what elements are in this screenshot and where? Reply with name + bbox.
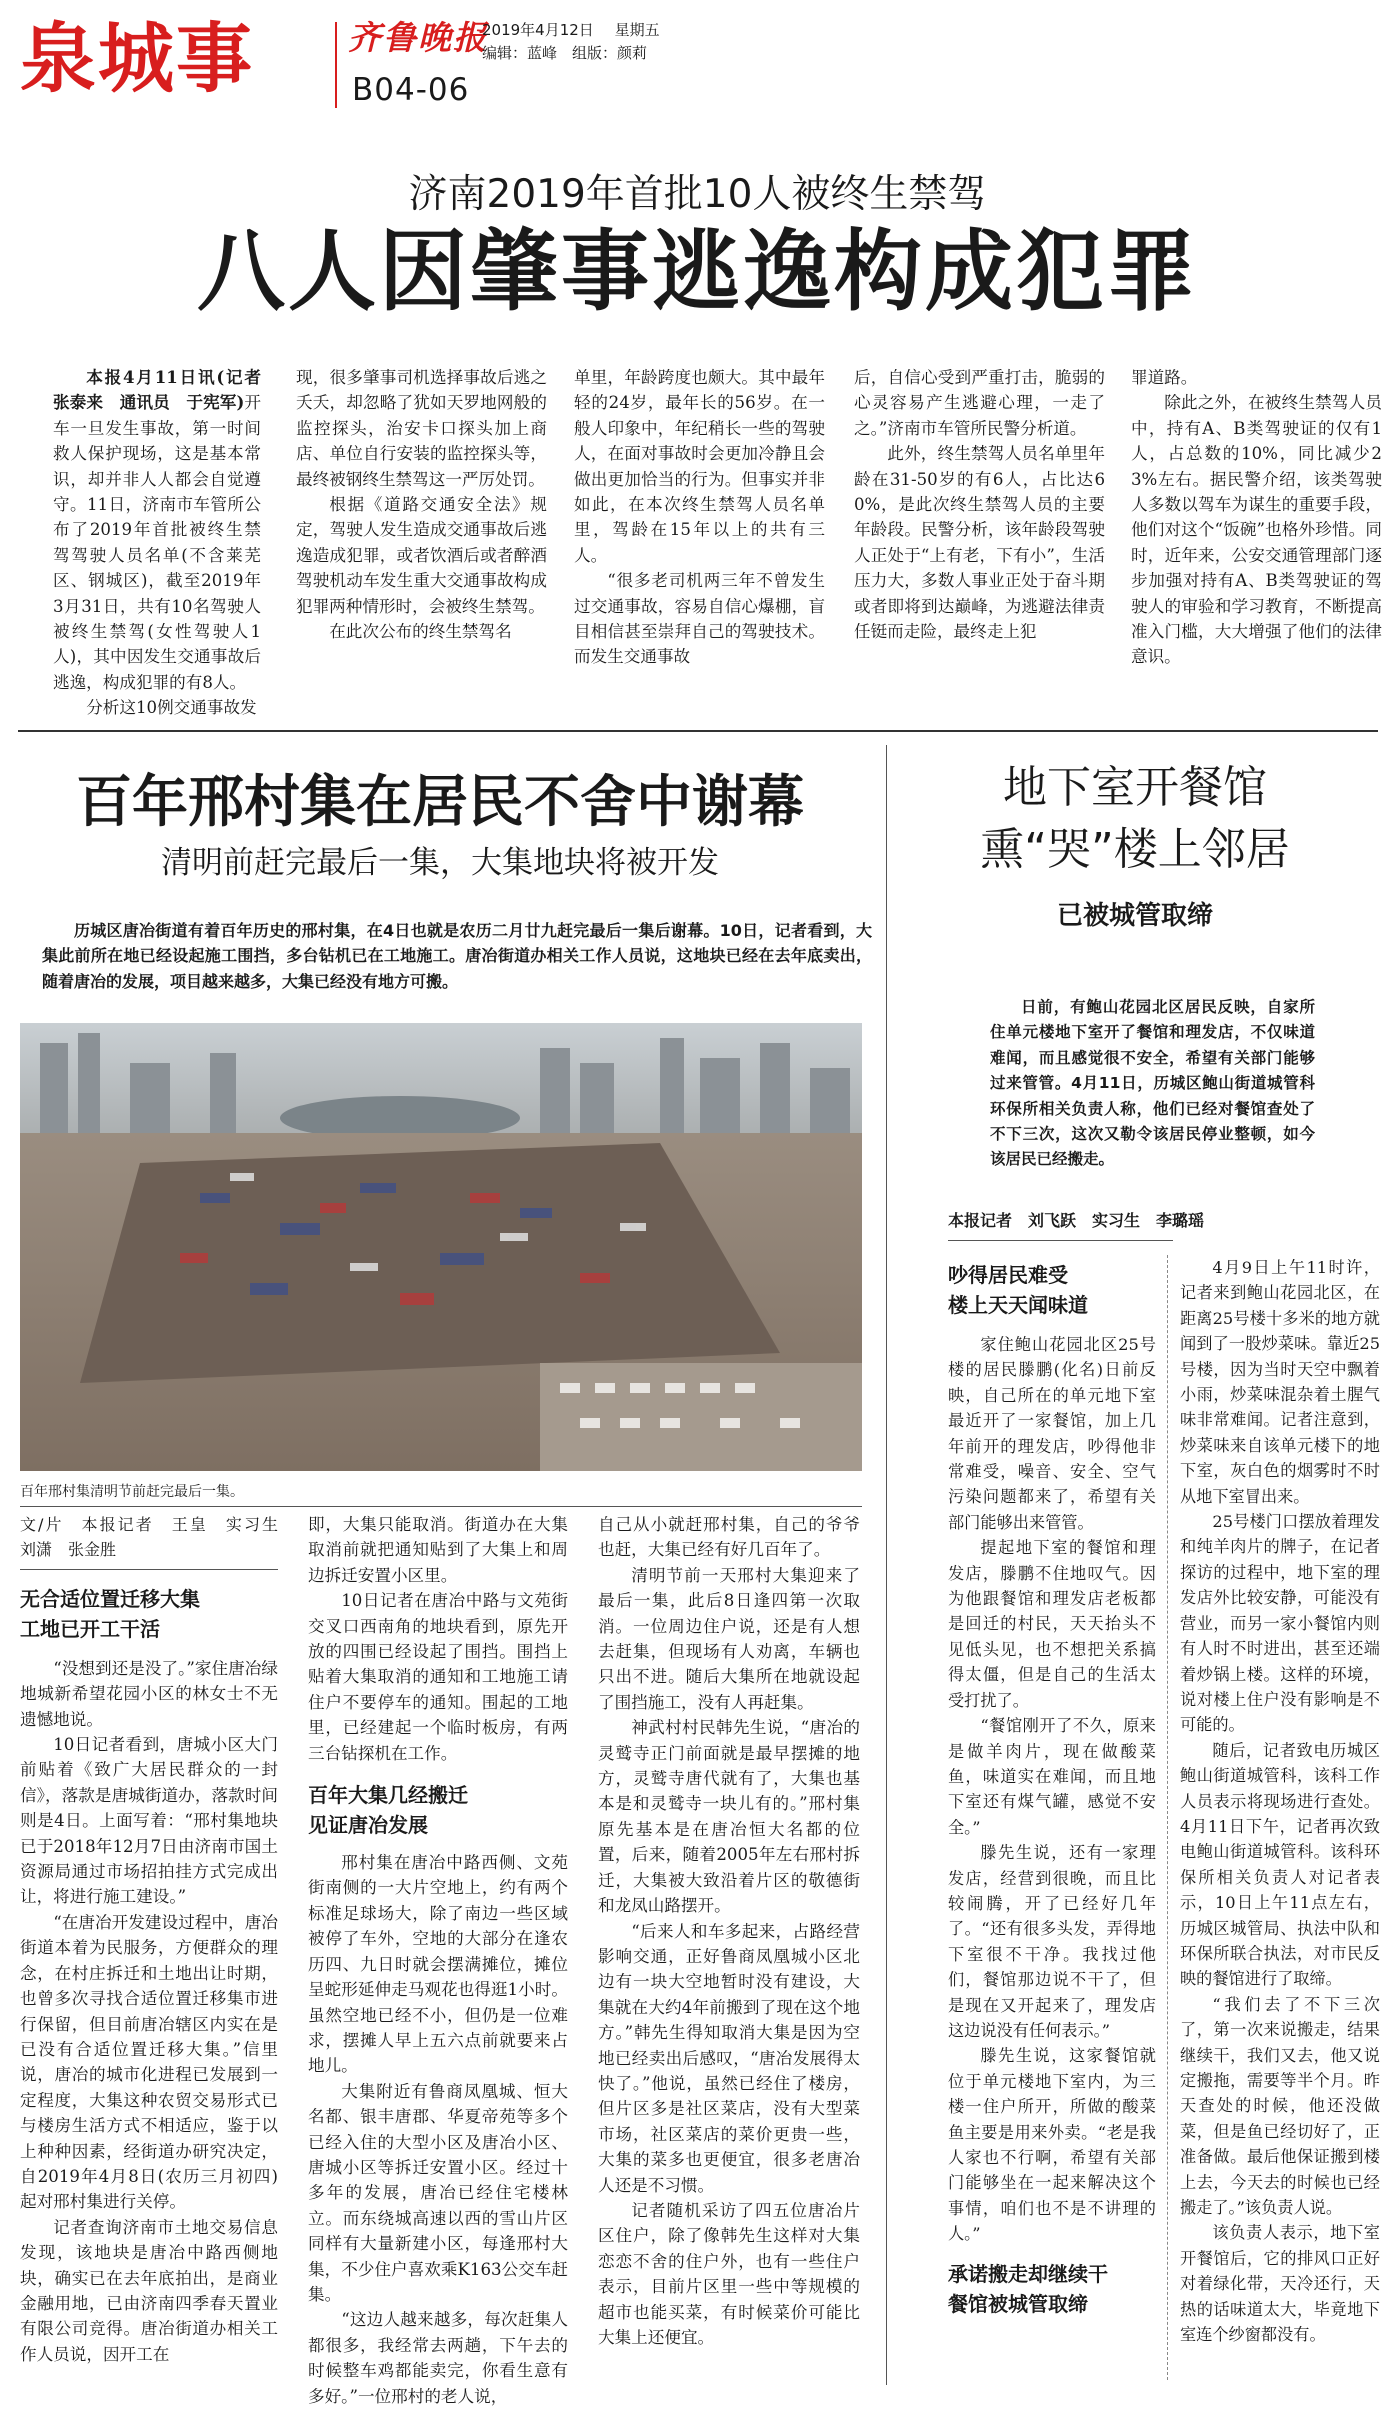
story3-paragraph: 25号楼门口摆放着理发和纯羊肉片的牌子，在记者探访的过程中，地下室的理发店外比较安静，可能没有营业，而另一家小餐馆内则有人时不时进出，甚至还端着炒锅上楼。这样的环境，说对楼上住户没有影响是不可能的。 xyxy=(1180,1512,1380,1735)
issue-date xyxy=(482,20,660,40)
story2-paragraph: 10日记者看到，唐城小区大门前贴着《致广大居民群众的一封信》，落款是唐城街道办，落款时间则是4日。上面写着：“邢村集地块已于2018年12月7日由济南市国土资源局通过市场招拍挂方式完成出让，将进行施工建设。” xyxy=(20,1735,278,1907)
story1-paragraph: 现，很多肇事司机选择事故后逃之夭夭，却忽略了犹如天罗地网般的监控探头，治安卡口探头加上商店、单位自行安装的监控探头等，最终被钢终生禁驾这一严厉处罚。 xyxy=(296,368,547,489)
story2-paragraph: 神武村村民韩先生说，“唐冶的灵鹫寺正门前面就是最早摆摊的地方，灵鹫寺唐代就有了，大集也基本是和灵鹫寺一块儿有的。”邢村集原先基本是在唐冶恒大名都的位置，后来，随着2005年左右邢村拆迁，大集被大致沿着片区的敬德街和龙凤山路摆开。 xyxy=(598,1718,860,1916)
story2-paragraph: 清明节前一天邢村大集迎来了最后一集，此后8日逢四第一次取消。一位周边住户说，还是有人想去赶集，但现场有人劝离，车辆也只出不进。随后大集所在地就设起了围挡施工，没有人再赶集。 xyxy=(598,1565,860,1712)
story1-col2 xyxy=(296,365,547,644)
paper-name-logo: 齐鲁晚报 xyxy=(348,18,488,57)
story1-paragraph: 除此之外，在被终生禁驾人员中，持有A、B类驾驶证的仅有1人，占总数的10%，同比减少23%左右。据民警介绍，该类驾驶人多数以驾车为谋生的重要手段，他们对这个“饭碗”也格外珍惜。同时，近年来，公安交通管理部门逐步加强对持有A、B类驾驶证的驾驶人的审验和学习教育，不断提高准入门槛，大大增强了他们的法律意识。 xyxy=(1131,393,1382,667)
weekday: 星期五 xyxy=(614,21,660,39)
story2-paragraph: 即，大集只能取消。街道办在大集取消前就把通知贴到了大集上和周边拆迁安置小区里。 xyxy=(308,1515,568,1585)
story2-paragraph: 大集附近有鲁商凤凰城、恒大名都、银丰唐郡、华夏帝苑等多个已经入住的大型小区及唐冶小区、唐城小区等拆迁安置小区。经过十多年的发展，唐冶已经住宅楼林立。而东绕城高速以西的雪山片区同样有大量新建小区，每逢邢村大集，不少住户喜欢乘K163公交车赶集。 xyxy=(308,2081,568,2304)
story3-paragraph: 滕先生说，这家餐馆就位于单元楼地下室内，为三楼一住户所开，所做的酸菜鱼主要是用来外卖。“老是我人家也不行啊，希望有关部门能够坐在一起来解决这个事情，咱们也不是不讲理的人。” xyxy=(948,2046,1156,2244)
story2-paragraph: “这边人越来越多，每次赶集人都很多，我经常去两趟，下午去的时候整车鸡都能卖完，你看生意有多好。”一位邢村的老人说， xyxy=(308,2310,568,2406)
story2-lead xyxy=(42,918,872,994)
story1-paragraph: 罪道路。 xyxy=(1131,368,1198,387)
story2-paragraph: 邢村集在唐冶中路西侧、文苑街南侧的一大片空地上，约有两个标准足球场大，除了南边一些区域被停了车外，空地的大部分在逢农历四、九日时就会摆满摊位，摊位呈蛇形延伸走马观花也得逛1小时。虽然空地已经不小，但仍是一位难求，摆摊人早上五六点前就要来占地儿。 xyxy=(308,1853,568,2076)
story1-col4 xyxy=(854,365,1105,644)
story2-subhead: 清明前赶完最后一集，大集地块将被开发 xyxy=(161,845,719,881)
story2-subhead-2: 百年大集几经搬迁 见证唐冶发展 xyxy=(308,1783,468,1838)
story3-paragraph: “餐馆刚开了不久，原来是做羊肉片，现在做酸菜鱼，味道实在难闻，而且地下室还有煤气罐，感觉不安全。” xyxy=(948,1716,1156,1837)
story3-col-left xyxy=(948,1260,1156,2319)
story1-col1 xyxy=(53,365,278,721)
story1-paragraph: 在此次公布的终生禁驾名 xyxy=(329,622,512,642)
story3-subhead-1: 吵得居民难受 楼上天天闻味道 xyxy=(948,1263,1088,1317)
market-aerial-photo xyxy=(20,1023,862,1471)
story1-kicker: 济南2019年首批10人被终生禁驾 xyxy=(408,172,987,217)
page-number: B04-06 xyxy=(352,72,470,108)
photo-illustration xyxy=(20,1023,862,1471)
story2-paragraph: 记者随机采访了四五位唐冶片区住户，除了像韩先生这样对大集恋恋不舍的住户外，也有一些住户表示，目前片区里一些中等规模的超市也能买菜，有时候菜价可能比大集上还便宜。 xyxy=(598,2200,860,2347)
story2-col-a xyxy=(20,1512,295,2367)
story2-lead-text: 历城区唐冶街道有着百年历史的邢村集，在4日也就是农历二月廿九赶完最后一集后谢幕。10日，记者看到，大集此前所在地已经设起施工围挡，多台钻机已在工地施工。唐冶街道办相关工作人员说，这地块已经在去年底卖出，随着唐冶的发展，项目越来越多，大集已经没有地方可搬。 xyxy=(42,921,872,991)
masthead-divider xyxy=(335,22,337,108)
story2-headline: 百年邢村集在居民不舍中谢幕 xyxy=(76,770,804,835)
byline-rule xyxy=(948,1240,1173,1241)
story2-col-b xyxy=(308,1512,568,2409)
story3-paragraph: 随后，记者致电历城区鲍山街道城管科，该科工作人员表示将现场进行查处。4月11日下午，记者再次致电鲍山街道城管科。该科环保所相关负责人对记者表示，10日上午11点左右，历城区城管局、执法中队和环保所联合执法，对市民反映的餐馆进行了取缔。 xyxy=(1180,1740,1380,1989)
story2-paragraph: 10日记者在唐冶中路与文苑街交叉口西南角的地块看到，原先开放的四围已经设起了围挡。围挡上贴着大集取消的通知和工地施工请住户不要停车的通知。围起的工地里，已经建起一个临时板房，有两三台钻探机在工作。 xyxy=(308,1591,568,1763)
story3-paragraph: 家住鲍山花园北区25号楼的居民滕鹏(化名)日前反映，自己所在的单元地下室最近开了一家餐馆，加上几年前开的理发店，吵得他非常难受，噪音、安全、空气污染问题都来了，希望有关部门能够出来管管。 xyxy=(948,1335,1156,1532)
story1-lead-text: 开车一旦发生事故，第一时间救人保护现场，这是基本常识，却并非人人都会自觉遵守。11日，济南市车管所公布了2019年首批被终生禁驾驾驶人员名单(不含莱芜区、钢城区)，截至2019年3月31日，共有10名驾驶人被终生禁驾(女性驾驶人1人)，其中因发生交通事故后逃逸，构成犯罪的有8人。 xyxy=(53,393,262,692)
column-dash-divider xyxy=(1167,1255,1168,2380)
story3-paragraph: 提起地下室的餐馆和理发店，滕鹏不住地叹气。因为他跟餐馆和理发店老板都是回迁的村民，天天抬头不见低头见，也不想把关系搞得太僵，但是自己的生活太受打扰了。 xyxy=(948,1538,1156,1710)
story1-paragraph: “很多老司机两三年不曾发生过交通事故，容易自信心爆棚，盲目相信甚至崇拜自己的驾驶技术。而发生交通事故 xyxy=(574,571,825,667)
story3-headline-2: 熏“哭”楼上邻居 xyxy=(980,824,1290,875)
story1-col3 xyxy=(574,365,825,670)
story2-col-c xyxy=(598,1512,860,2350)
story3-subhead: 已被城管取缔 xyxy=(1056,901,1213,931)
story1-col5 xyxy=(1131,365,1382,670)
story3-headline-1: 地下室开餐馆 xyxy=(1003,762,1267,813)
story1-headline: 八人因肇事逃逸构成犯罪 xyxy=(196,220,1198,323)
story3-lead-text: 日前，有鲍山花园北区居民反映，自家所住单元楼地下室开了餐馆和理发店，不仅味道难闻，而且感觉很不安全，希望有关部门能够过来管管。4月11日，历城区鲍山街道城管科环保所相关负责人称，他们已经对餐馆查处了不下三次，这次又勒令该居民停业整顿，如今该居民已经搬走。 xyxy=(990,998,1315,1169)
story3-paragraph: 4月9日上午11时许，记者来到鲍山花园北区，在距离25号楼十多米的地方就闻到了一股炒菜味。靠近25号楼，因为当时天空中飘着小雨，炒菜味混杂着土腥气味非常难闻。记者注意到，炒菜味来自该单元楼下的地下室，灰白色的烟雾时不时从地下室冒出来。 xyxy=(1180,1258,1380,1506)
story1-paragraph: 根据《道路交通安全法》规定，驾驶人发生造成交通事故后逃逸造成犯罪，或者饮酒后或者醉酒驾驶机动车发生重大交通事故构成犯罪两种情形时，会被终生禁驾。 xyxy=(296,495,547,616)
column-divider xyxy=(886,745,887,2385)
photo-caption: 百年邢村集清明节前赶完最后一集。 xyxy=(20,1484,244,1500)
story1-paragraph: 此外，终生禁驾人员名单里年龄在31-50岁的有6人，占比达60%，是此次终生禁驾人员的主要年龄段。民警分析，该年龄段驾驶人正处于“上有老，下有小”，生活压力大，多数人事业正处于奋斗期或者即将到达巅峰，为逃避法律责任铤而走险，最终走上犯 xyxy=(854,444,1105,642)
story2-paragraph: 自己从小就赶邢村集，自己的爷爷也赶，大集已经有好几百年了。 xyxy=(598,1515,860,1560)
story2-paragraph: 记者查询济南市土地交易信息发现，该地块是唐冶中路西侧地块，确实已在去年底拍出，是商业金融用地，已由济南四季春天置业有限公司竞得。唐冶街道办相关工作人员说，因开工在 xyxy=(20,2217,278,2364)
byline-rule xyxy=(20,1569,278,1570)
story3-col-right xyxy=(1180,1255,1380,2347)
story3-byline: 本报记者 刘飞跃 实习生 李璐瑶 xyxy=(948,1211,1205,1230)
story3-paragraph: 该负责人表示，地下室开餐馆后，它的排风口正好对着绿化带，天冷还行，天热的话味道太大，毕竟地下室连个纱窗都没有。 xyxy=(1180,2223,1380,2345)
story3-paragraph: 滕先生说，还有一家理发店，经营到很晚，而且比较闹腾，开了已经好几年了。“还有很多头发，弄得地下室很不干净。我找过他们，餐馆那边说不干了，但是现在又开起来了，理发店这边说没有任何表示。” xyxy=(948,1843,1156,2040)
caption-divider xyxy=(20,1506,862,1507)
story1-paragraph: 后，自信心受到严重打击，脆弱的心灵容易产生逃避心理，一走了之。”济南市车管所民警分析道。 xyxy=(854,368,1105,438)
story2-paragraph: “后来人和车多起来，占路经营影响交通，正好鲁商凤凰城小区北边有一块大空地暂时没有建设，大集就在大约4年前搬到了现在这个地方。”韩先生得知取消大集是因为空地已经卖出后感叹，“唐冶发展得太快了。”他说，虽然已经住了楼房，但片区多是社区菜店，没有大型菜市场，社区菜店的菜价更贵一些，大集的菜多也更便宜，很多老唐冶人还是不习惯。 xyxy=(598,1921,860,2195)
story3-paragraph: “我们去了不下三次了，第一次来说搬走，结果继续干，我们又去，他又说定搬拖，需要等半个月。昨天查处的时候，他还没做菜，但是鱼已经切好了，正准备做。最后他保证搬到楼上去，今天去的时候也已经搬走了。”该负责人说。 xyxy=(1180,1994,1380,2218)
story1-lead-bold: 本报4月11日讯(记者 张泰来 通讯员 于宪军) xyxy=(53,367,278,413)
editor-credit: 编辑：蓝峰 组版：颜莉 xyxy=(482,44,648,62)
story3-subhead-2: 承诺搬走却继续干 餐馆被城管取缔 xyxy=(948,2261,1108,2316)
story1-paragraph: 分析这10例交通事故发 xyxy=(86,698,257,718)
story3-lead xyxy=(990,995,1315,1173)
story2-paragraph: “没想到还是没了。”家住唐冶绿地城新希望花园小区的林女士不无遗憾地说。 xyxy=(20,1658,278,1729)
story1-paragraph: 单里，年龄跨度也颇大。其中最年轻的24岁，最年长的56岁。在一般人印象中，年纪稍长一些的驾驶人，在面对事故时会更加冷静且会做出更加恰当的行为。但事实并非如此，在本次终生禁驾人员名单里，驾龄在15年以上的共有三人。 xyxy=(574,368,825,565)
section-name: 泉城事 xyxy=(20,14,254,103)
story2-paragraph: “在唐冶开发建设过程中，唐冶街道本着为民服务，方便群众的理念，在村庄拆迁和土地出让时期，也曾多次寻找合适位置迁移集市进行保留，但目前唐冶辖区内实在是已没有合适位置迁移大集。”信里说，唐冶的城市化进程已发展到一定程度，大集这种农贸交易形式已与楼房生活方式不相适应，鉴于以上种种因素，经街道办研究决定，自2019年4月8日(农历三月初四)起对邢村集进行关停。 xyxy=(20,1912,278,2212)
section-divider xyxy=(18,730,1378,732)
story2-subhead-1: 无合适位置迁移大集 工地已开工干活 xyxy=(20,1586,200,1641)
story2-byline: 文/片 本报记者 王皇 实习生 刘潇 张金胜 xyxy=(20,1515,295,1560)
date: 2019年4月12日 xyxy=(482,21,594,39)
